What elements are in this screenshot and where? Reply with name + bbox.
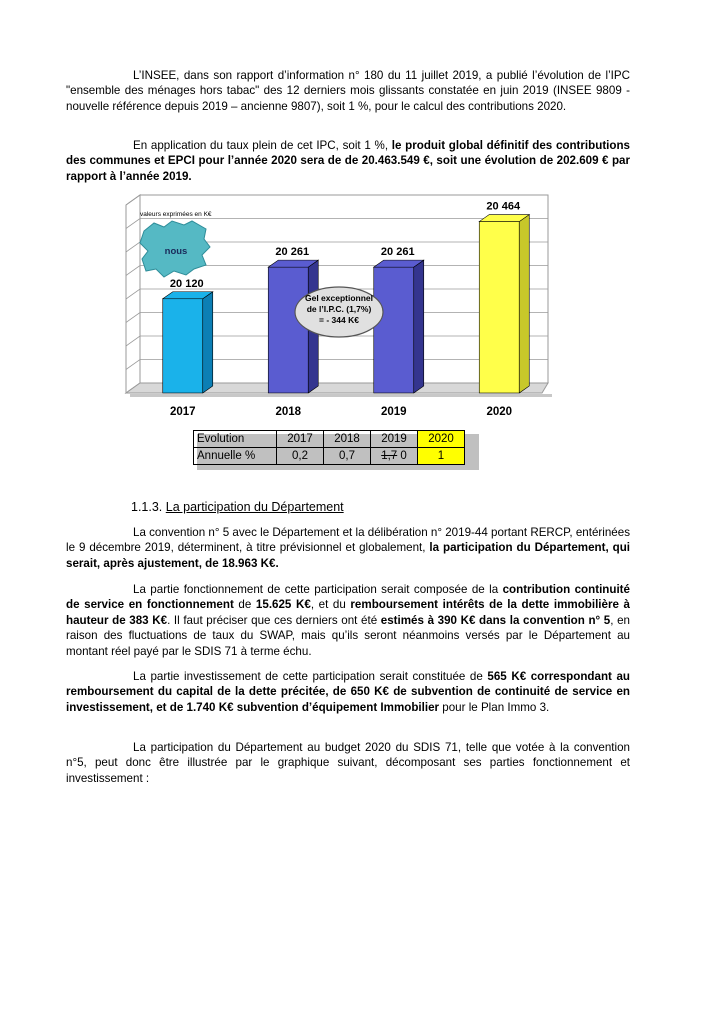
callout-line: = - 344 K€ xyxy=(319,315,359,325)
category-label-2018: 2018 xyxy=(275,406,302,418)
paragraph-produit-global: En application du taux plein de cet IPC, soit 1 %, le produit global définitif des contributions des communes et EPCI pour l’année 2020 sera de de 20.463.549 €, soit une évolution de 202.609 € par rapport à l’année 2019. xyxy=(66,139,631,183)
table-row xyxy=(194,431,465,448)
table-cell: Evolution xyxy=(194,431,277,448)
table-row xyxy=(194,448,465,465)
contributions-bar-chart xyxy=(120,193,570,425)
logo-label: nous xyxy=(164,246,188,257)
table-cell: 2019 xyxy=(371,431,418,448)
chart-floor-shadow xyxy=(130,394,552,397)
bar-2018 xyxy=(268,267,308,393)
bar-2020 xyxy=(479,222,519,393)
category-label-2019: 2019 xyxy=(380,406,407,418)
table-cell: 2018 xyxy=(324,431,371,448)
evolution-table xyxy=(193,430,465,465)
bar-2017 xyxy=(163,299,203,393)
callout-line: Gel exceptionnel xyxy=(304,293,374,303)
paragraph-graphique: La participation du Département au budget 2020 du SDIS 71, telle que votée à la convention n°5, peut donc être illustrée par le graphique suivant, décomposant ses parties fonctionnement et investissement : xyxy=(66,741,630,785)
table-cell: Annuelle % xyxy=(194,448,277,465)
struck-value: 1,7 xyxy=(381,450,398,462)
category-label-2017: 2017 xyxy=(169,406,196,418)
bar-side-2019 xyxy=(414,260,424,393)
bar-2019 xyxy=(374,267,414,393)
paragraph-participation: La convention n° 5 avec le Département et la délibération n° 2019-44 portant RERCP, entérinées le 9 décembre 2019, déterminent, à titre prévisionnel et globalement, la participation du Département, qui serait, après ajustement, de 18.963 K€. xyxy=(66,526,630,570)
table-cell: 0,7 xyxy=(324,448,371,465)
table-cell: 2020 xyxy=(418,431,465,448)
section-heading: 1.1.3. La participation du Département xyxy=(131,500,344,514)
table-cell: 0,2 xyxy=(277,448,324,465)
data-label-2020: 20 464 xyxy=(486,200,521,213)
bar-side-2017 xyxy=(203,292,213,393)
paragraph-ipc-insee: L’INSEE, dans son rapport d’information n° 180 du 11 juillet 2019, a publié l’évolution de l’IPC "ensemble des ménages hors tabac" des 12 derniers mois glissants constatée en juin 2019 (INSEE 9809 - nouvelle référence depuis 2019 – ancienne 9807), soit 1 %, pour le calcul des contributions 2020. xyxy=(66,69,630,113)
chart-note: valeurs exprimées en K€ xyxy=(140,211,212,218)
data-label-2017: 20 120 xyxy=(169,277,204,290)
table-cell xyxy=(371,448,418,465)
data-label-2019: 20 261 xyxy=(380,246,415,259)
category-label-2020: 2020 xyxy=(486,406,513,418)
corrected-value: 0 xyxy=(400,450,407,462)
paragraph-fonctionnement: La partie fonctionnement de cette participation serait composée de la contribution continuité de service en fonctionnement de 15.625 K€, et du remboursement intérêts de la dette immobilière à hauteur de 383 K€. Il faut préciser que ces derniers ont été estimés à 390 K€ dans la convention n° 5, en raison des fluctuations de taux du SWAP, mais qu’ils seront néanmoins versés par le Département au montant réel payé par le SDIS 71 à terme échu. xyxy=(66,583,631,658)
paragraph-investissement: La partie investissement de cette participation serait constituée de 565 K€ correspondant au remboursement du capital de la dette précitée, de 650 K€ de subvention de continuité de service en investissement, et de 1.740 K€ subvention d’équipement Immobilier pour le Plan Immo 3. xyxy=(66,670,630,714)
table-cell: 1 xyxy=(418,448,465,465)
bar-side-2020 xyxy=(519,215,529,393)
callout-line: de l’I.P.C. (1,7%) xyxy=(306,304,372,314)
data-label-2018: 20 261 xyxy=(275,246,310,259)
table-cell: 2017 xyxy=(277,431,324,448)
